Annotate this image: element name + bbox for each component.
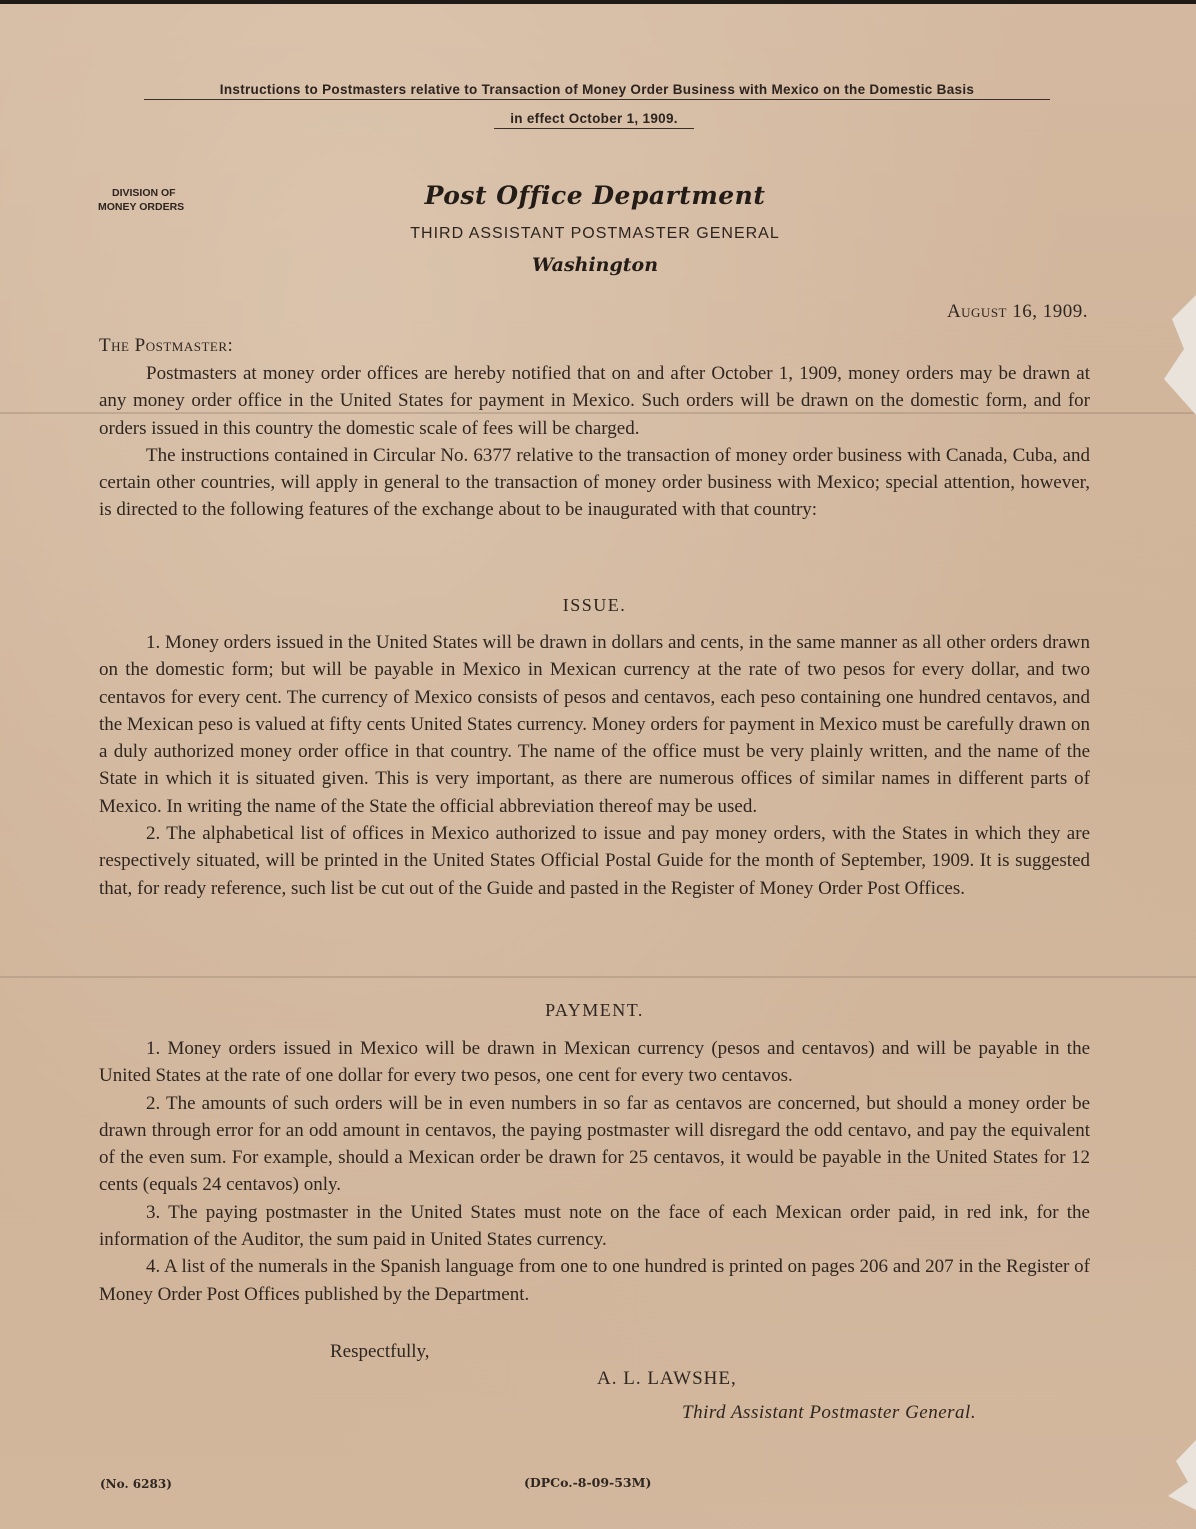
torn-edge <box>1156 1440 1196 1510</box>
payment-paragraph: 2. The amounts of such orders will be in even numbers in so far as centavos are concerned, but should a money order be drawn through error for an odd amount in centavos, the paying postmaster will disregard the odd centavo, and pay the equivalent of the even sum. For example, should a Mexican order be drawn for 25 centavos, it would be payable in the United States for 12 cents (equals 24 centavos) only. <box>99 1092 1090 1196</box>
document-effective-date: in effect October 1, 1909. <box>494 111 694 129</box>
division-line-2: MONEY ORDERS <box>98 201 185 213</box>
issue-section <box>99 629 1090 902</box>
letter-date: August 16, 1909. <box>946 301 1088 322</box>
signer-title: Third Assistant Postmaster General. <box>682 1402 977 1423</box>
intro-section <box>99 360 1090 524</box>
department-name: Post Office Department <box>424 181 766 210</box>
issue-heading: ISSUE. <box>562 595 627 615</box>
salutation: The Postmaster: <box>99 335 234 356</box>
division-label <box>98 186 184 214</box>
issue-paragraph: 2. The alphabetical list of offices in Mexico authorized to issue and pay money orders, with the States in which they are respectively situated, will be printed in the United States Official Postal Guide for the month of September, 1909. It is suggested that, for ready reference, such list be cut out of the Guide and pasted in the Register of Money Order Post Offices. <box>99 823 1090 899</box>
city-name: Washington <box>531 254 659 276</box>
circular-number: (No. 6283) <box>100 1477 172 1491</box>
office-name: THIRD ASSISTANT POSTMASTER GENERAL <box>410 225 780 242</box>
torn-edge <box>1156 295 1196 415</box>
issue-paragraph: 1. Money orders issued in the United States will be drawn in dollars and cents, in the same manner as all other orders drawn on the domestic form; but will be payable in Mexico in Mexican currency at the rate of two pesos for every dollar, and two centavos for every cent. The currency of Mexico consists of pesos and centavos, each peso containing one hundred centavos, and the Mexican peso is valued at fifty cents United States currency. Money orders for payment in Mexico must be carefully drawn on a duly authorized money order office in that country. The name of the office must be very plainly written, and the name of the State in which it is situated given. This is very important, as there are numerous offices of similar names in different parts of Mexico. In writing the name of the State the official abbreviation thereof may be used. <box>99 632 1090 817</box>
payment-paragraph: 1. Money orders issued in Mexico will be drawn in Mexican currency (pesos and centavos) and will be payable in the United States at the rate of one dollar for every two pesos, one cent for every two centavos. <box>99 1038 1090 1087</box>
paper-fold-line <box>0 976 1196 978</box>
intro-paragraph: Postmasters at money order offices are hereby notified that on and after October 1, 1909, money orders may be drawn at any money order office in the United States for payment in Mexico. Such orders will be drawn on the domestic form, and for orders issued in this country the domestic scale of fees will be charged. <box>99 363 1090 439</box>
payment-paragraph: 4. A list of the numerals in the Spanish language from one to one hundred is printed on pages 206 and 207 in the Register of Money Order Post Offices published by the Department. <box>99 1256 1090 1305</box>
payment-heading: PAYMENT. <box>545 1000 644 1020</box>
division-line-1: DIVISION OF <box>112 187 176 199</box>
signer-name: A. L. LAWSHE, <box>597 1368 737 1389</box>
intro-paragraph: The instructions contained in Circular No. 6377 relative to the transaction of money order business with Canada, Cuba, and certain other countries, will apply in general to the transaction of money order business with Mexico; special attention, however, is directed to the following features of the exchange about to be inaugurated with that country: <box>99 444 1090 521</box>
payment-paragraph: 3. The paying postmaster in the United States must note on the face of each Mexican order paid, in red ink, for the information of the Auditor, the sum paid in United States currency. <box>99 1201 1090 1251</box>
payment-section <box>99 1035 1090 1308</box>
document-heading: Instructions to Postmasters relative to Transaction of Money Order Business with Mexico on the Domestic Basis <box>144 82 1050 100</box>
print-code: (DPCo.-8-09-53M) <box>524 1475 652 1490</box>
valediction: Respectfully, <box>330 1341 430 1362</box>
scan-top-edge <box>0 0 1196 4</box>
